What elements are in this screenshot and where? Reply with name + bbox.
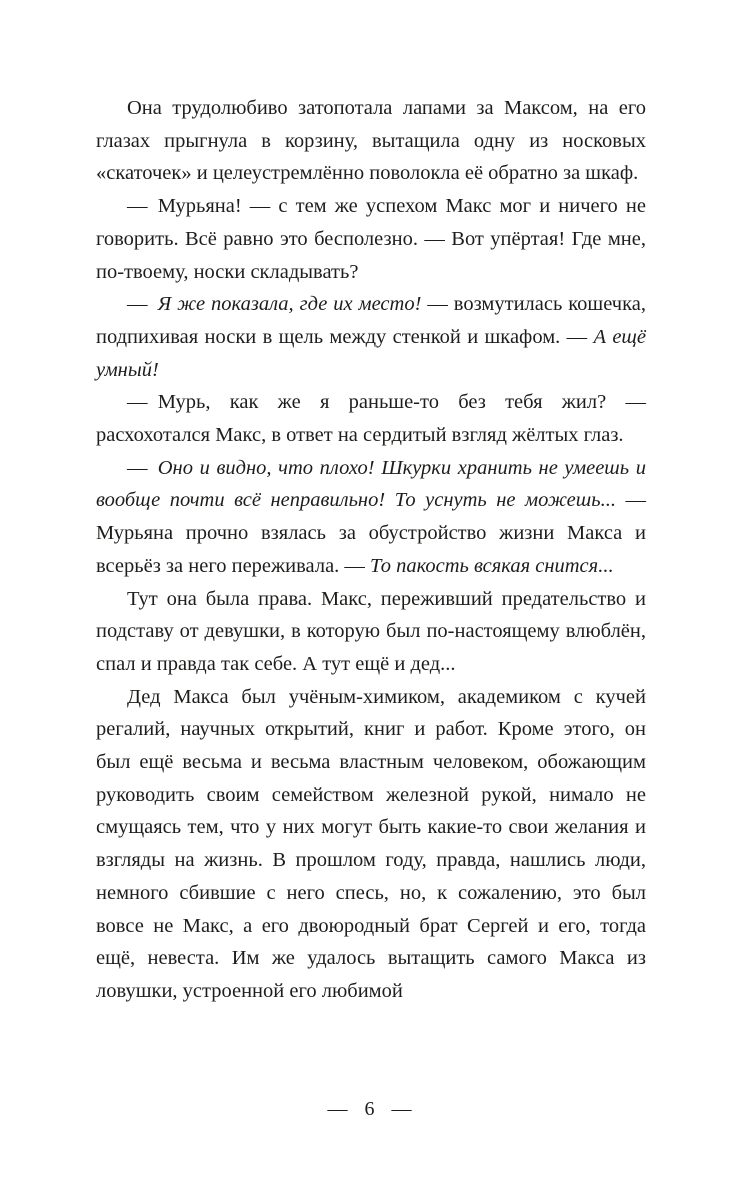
paragraph	[96, 190, 646, 288]
text-segment: А ещё умный!	[96, 325, 646, 381]
text-segment: Тут она была права. Макс, переживший предательство и подставу от девушки, в которую был по-настоящему влюблён, спал и правда так себе. А тут ещё и дед...	[96, 587, 646, 675]
text-segment: Оно и видно, что плохо! Шкурки хранить не умеешь и вообще почти всё неправильно! То уснуть не можешь...	[96, 456, 646, 512]
paragraph	[96, 583, 646, 681]
paragraph	[96, 452, 646, 583]
text-segment: Она трудолюбиво затопотала лапами за Максом, на его глазах прыгнула в корзину, вытащила одну из носковых «скаточек» и целеустремлённо поволокла её обратно за шкаф.	[96, 97, 646, 185]
text-segment: — возмутилась кошечка, подпихивая носки в щель между стенкой и шкафом. —	[96, 293, 646, 348]
text-segment: —	[127, 293, 158, 316]
page-number: 6	[364, 1098, 375, 1120]
paragraph	[96, 386, 646, 451]
paragraph	[96, 92, 646, 190]
text-segment: Я же показала, где их место!	[157, 293, 422, 316]
footer-dash-left: —	[327, 1098, 348, 1120]
paragraph	[96, 681, 646, 1008]
footer-dash-right: —	[391, 1098, 412, 1120]
page-text	[96, 92, 646, 1008]
text-segment: То пакость всякая снится...	[370, 554, 614, 577]
page-footer	[0, 1098, 739, 1121]
text-segment: — Мурь, как же я раньше-то без тебя жил? — расхохотался Макс, в ответ на сердитый взгляд жёлтых глаз.	[96, 391, 646, 447]
text-segment: —	[127, 456, 158, 479]
paragraph	[96, 288, 646, 386]
text-segment: — Мурьяна! — с тем же успехом Макс мог и ничего не говорить. Всё равно это бесполезно. — Вот упёртая! Где мне, по-твоему, носки складывать?	[96, 195, 646, 283]
text-segment: — Мурьяна прочно взялась за обустройство жизни Макса и всерьёз за него переживала. —	[96, 489, 646, 577]
text-segment: Дед Макса был учёным-химиком, академиком с кучей регалий, научных открытий, книг и работ. Кроме этого, он был ещё весьма и весьма властным человеком, обожающим руководить своим семейством железной рукой, нимало не смущаясь тем, что у них могут быть какие-то свои желания и взгляды на жизнь. В прошлом году, правда, нашлись люди, немного сбившие с него спесь, но, к сожалению, это был вовсе не Макс, а его двоюродный брат Сергей и его, тогда ещё, невеста. Им же удалось вытащить самого Макса из ловушки, устроенной его любимой	[96, 685, 646, 1002]
